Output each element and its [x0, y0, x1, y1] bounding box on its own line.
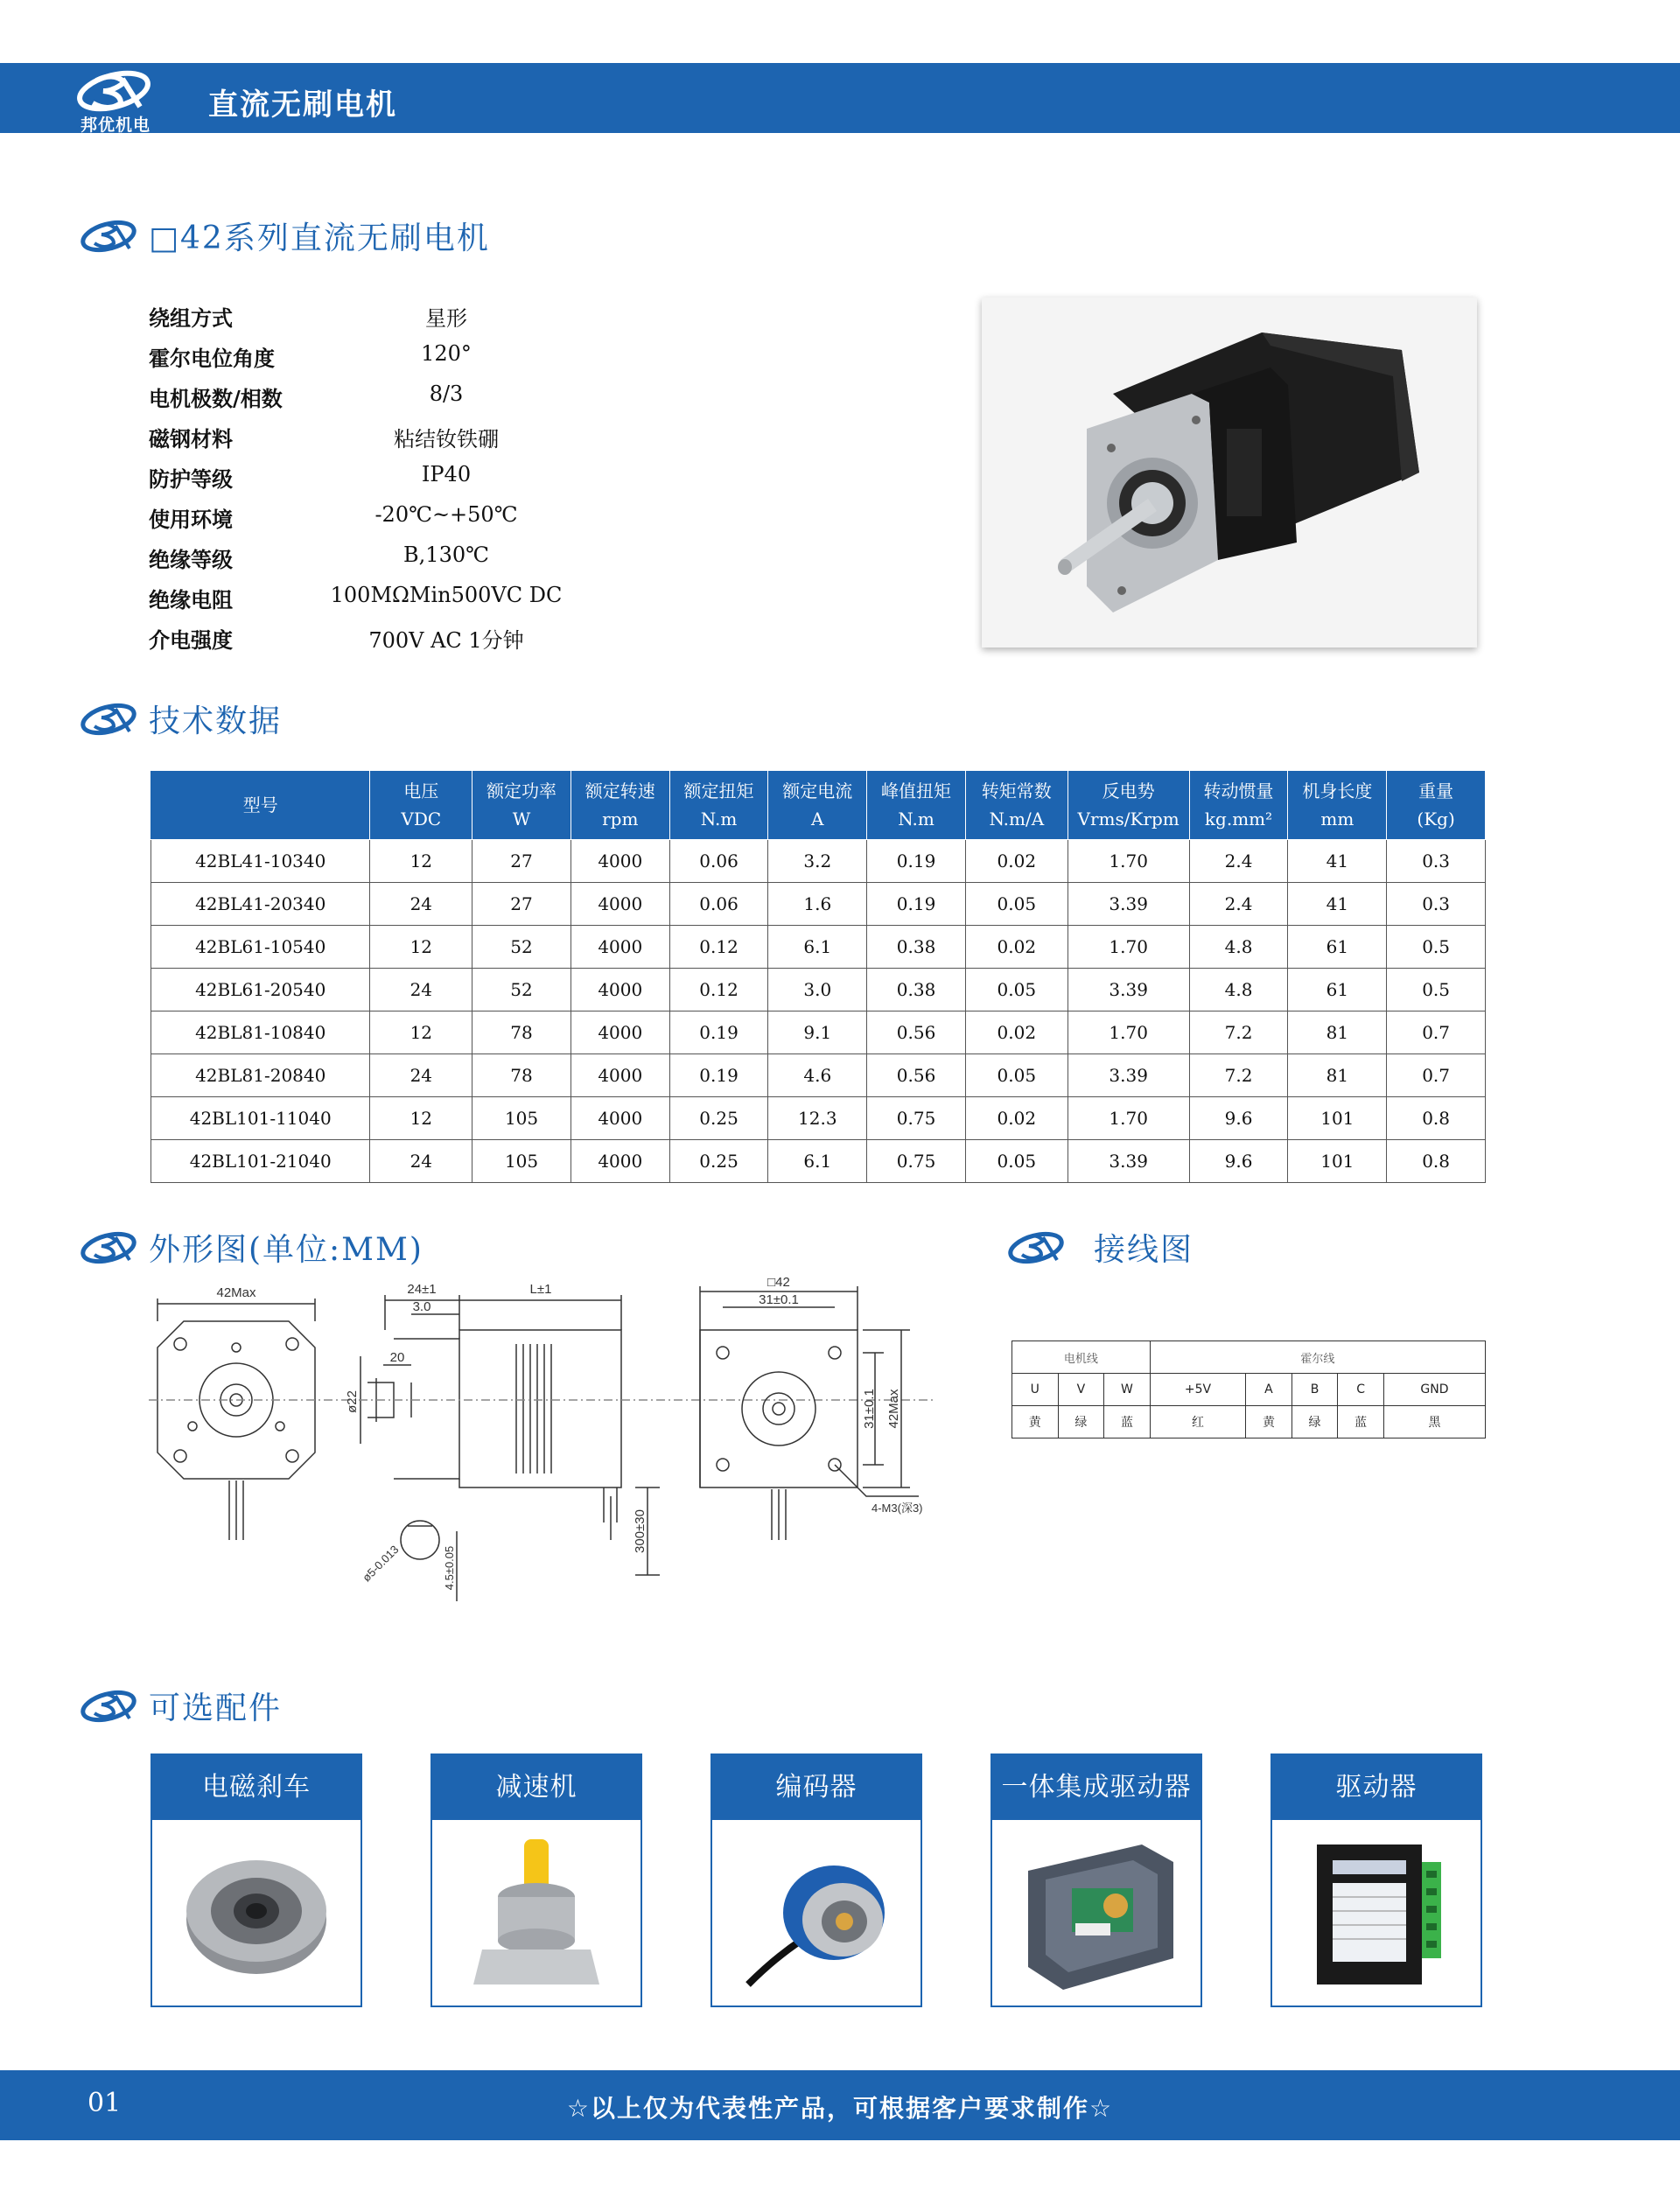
accessory-label: 减速机 — [432, 1755, 640, 1820]
spec-label: 电机极数/相数 — [149, 386, 283, 411]
spec-value: 120° — [421, 341, 472, 366]
wire-color: 黑 — [1383, 1406, 1485, 1438]
table-cell: 0.25 — [669, 1097, 768, 1140]
table-row — [151, 1140, 1486, 1183]
spec-row — [149, 620, 639, 660]
page-number: 01 — [88, 2088, 122, 2118]
table-cell: 0.19 — [867, 883, 966, 926]
spec-value: -20℃~+50℃ — [374, 502, 518, 527]
table-cell: 3.0 — [768, 969, 867, 1012]
table-cell: 4000 — [570, 1054, 669, 1097]
dim-label: □42 — [767, 1278, 790, 1290]
spec-value: 100MΩMin500VC DC — [330, 583, 563, 607]
section-logo-icon — [79, 1225, 142, 1267]
model-cell: 42BL41-20340 — [151, 883, 370, 926]
table-cell: 1.6 — [768, 883, 867, 926]
table-cell: 12.3 — [768, 1097, 867, 1140]
accessory-card — [710, 1754, 922, 2007]
accessory-label: 电磁刹车 — [152, 1755, 360, 1820]
table-cell: 0.56 — [867, 1054, 966, 1097]
table-cell: 4.8 — [1189, 926, 1288, 969]
spec-label: 绝缘等级 — [149, 547, 233, 572]
section-title: □42系列直流无刷电机 — [149, 220, 490, 256]
spec-row — [149, 298, 639, 338]
table-cell: 78 — [472, 1054, 571, 1097]
spec-label: 防护等级 — [149, 466, 233, 492]
spec-label: 绕组方式 — [149, 305, 233, 331]
spec-row — [149, 579, 639, 620]
table-cell: 0.75 — [867, 1140, 966, 1183]
table-row — [151, 1054, 1486, 1097]
table-cell: 0.7 — [1387, 1054, 1486, 1097]
section-logo-icon — [79, 214, 142, 256]
table-cell: 12 — [370, 1012, 472, 1054]
section-tech — [79, 693, 516, 742]
table-cell: 101 — [1288, 1097, 1387, 1140]
group-motor: 电机线 — [1012, 1341, 1151, 1374]
model-cell: 42BL81-10840 — [151, 1012, 370, 1054]
spec-label: 介电强度 — [149, 627, 233, 653]
table-cell: 52 — [472, 926, 571, 969]
col-header: 额定转速 rpm — [570, 771, 669, 840]
table-cell: 0.8 — [1387, 1097, 1486, 1140]
col-header: 机身长度 mm — [1288, 771, 1387, 840]
brake-image — [171, 1836, 342, 1993]
table-cell: 0.02 — [965, 1097, 1068, 1140]
table-row — [151, 883, 1486, 926]
table-cell: 27 — [472, 840, 571, 883]
integrated-driver-image — [1011, 1836, 1182, 1993]
dim-label: ø5-0.013 — [360, 1543, 402, 1585]
table-cell: 4000 — [570, 840, 669, 883]
spec-value: 700V AC 1分钟 — [368, 628, 524, 653]
section-accessories — [79, 1680, 516, 1729]
spec-row — [149, 378, 639, 418]
table-row — [151, 926, 1486, 969]
table-cell: 105 — [472, 1140, 571, 1183]
page-title: 直流无刷电机 — [208, 88, 397, 122]
table-cell: 0.38 — [867, 926, 966, 969]
model-cell: 42BL61-20540 — [151, 969, 370, 1012]
pin-label: A — [1246, 1374, 1292, 1406]
table-cell: 0.05 — [965, 969, 1068, 1012]
section-title: 外形图(单位:MM) — [149, 1232, 424, 1268]
table-cell: 61 — [1288, 926, 1387, 969]
dim-label: 4-M3(深3) — [872, 1502, 923, 1515]
table-cell: 3.39 — [1068, 1054, 1189, 1097]
logo-text: 邦优机电 — [80, 116, 150, 135]
pin-label: C — [1338, 1374, 1384, 1406]
table-cell: 7.2 — [1189, 1012, 1288, 1054]
dim-label: 31±0.1 — [759, 1292, 799, 1307]
table-cell: 4000 — [570, 1140, 669, 1183]
table-cell: 0.06 — [669, 883, 768, 926]
table-cell: 12 — [370, 926, 472, 969]
table-cell: 3.2 — [768, 840, 867, 883]
wire-color: 绿 — [1058, 1406, 1104, 1438]
pin-label: GND — [1383, 1374, 1485, 1406]
table-cell: 1.70 — [1068, 1097, 1189, 1140]
dim-label: 24±1 — [407, 1282, 437, 1297]
pin-label: B — [1292, 1374, 1338, 1406]
pin-label: U — [1012, 1374, 1059, 1406]
table-cell: 0.12 — [669, 926, 768, 969]
spec-value: B,130℃ — [403, 542, 489, 567]
dim-label: 3.0 — [412, 1299, 431, 1314]
table-cell: 9.6 — [1189, 1140, 1288, 1183]
encoder-image — [731, 1836, 902, 1993]
spec-value: 8/3 — [429, 382, 464, 406]
wiring-color-row — [1012, 1406, 1486, 1438]
spec-value: 粘结钕铁硼 — [394, 427, 499, 452]
table-cell: 4.6 — [768, 1054, 867, 1097]
section-logo-icon — [1006, 1225, 1069, 1267]
table-cell: 24 — [370, 1140, 472, 1183]
table-cell: 0.38 — [867, 969, 966, 1012]
table-header-row — [151, 771, 1486, 840]
table-cell: 0.25 — [669, 1140, 768, 1183]
wiring-group-row — [1012, 1341, 1486, 1374]
table-cell: 0.05 — [965, 883, 1068, 926]
spec-label: 绝缘电阻 — [149, 587, 233, 612]
table-cell: 0.19 — [867, 840, 966, 883]
table-row — [151, 969, 1486, 1012]
spec-label: 霍尔电位角度 — [149, 346, 275, 371]
model-cell: 42BL41-10340 — [151, 840, 370, 883]
table-cell: 0.02 — [965, 840, 1068, 883]
spec-label: 使用环境 — [149, 507, 233, 532]
accessory-label: 编码器 — [712, 1755, 920, 1820]
table-row — [151, 840, 1486, 883]
dim-label: 31±0.1 — [862, 1389, 877, 1429]
table-cell: 24 — [370, 969, 472, 1012]
section-dimensions — [79, 1222, 569, 1270]
wire-color: 绿 — [1292, 1406, 1338, 1438]
table-cell: 0.06 — [669, 840, 768, 883]
wire-color: 蓝 — [1338, 1406, 1384, 1438]
pin-label: +5V — [1150, 1374, 1245, 1406]
table-cell: 0.02 — [965, 1012, 1068, 1054]
table-cell: 4000 — [570, 883, 669, 926]
dim-label: 4.5±0.05 — [443, 1545, 456, 1591]
col-header: 重量 (Kg) — [1387, 771, 1486, 840]
table-cell: 0.12 — [669, 969, 768, 1012]
wiring-table — [1012, 1340, 1486, 1438]
driver-image — [1291, 1836, 1462, 1993]
table-cell: 6.1 — [768, 926, 867, 969]
section-title: 技术数据 — [149, 704, 283, 739]
tech-data-table — [150, 770, 1486, 1183]
table-cell: 0.19 — [669, 1054, 768, 1097]
wire-color: 黄 — [1246, 1406, 1292, 1438]
dim-label: 300±30 — [633, 1509, 648, 1553]
table-cell: 81 — [1288, 1054, 1387, 1097]
accessory-card — [990, 1754, 1202, 2007]
footer-note: ☆以上仅为代表性产品，可根据客户要求制作☆ — [566, 2094, 1114, 2123]
table-cell: 3.39 — [1068, 1140, 1189, 1183]
section-series — [79, 210, 604, 259]
table-cell: 52 — [472, 969, 571, 1012]
dim-label: 20 — [389, 1350, 405, 1365]
accessory-label: 驱动器 — [1272, 1755, 1480, 1820]
table-cell: 0.19 — [669, 1012, 768, 1054]
dim-label: ø22 — [345, 1390, 360, 1413]
section-wiring — [1006, 1222, 1356, 1270]
motor-photo — [982, 298, 1477, 648]
col-header: 转动惯量 kg.mm² — [1189, 771, 1288, 840]
section-title: 接线图 — [1094, 1232, 1194, 1268]
section-logo-icon — [79, 696, 142, 738]
table-cell: 2.4 — [1189, 840, 1288, 883]
dimension-drawing — [149, 1278, 936, 1628]
table-cell: 1.70 — [1068, 1012, 1189, 1054]
table-cell: 4000 — [570, 1097, 669, 1140]
spec-row — [149, 458, 639, 499]
col-header: 型号 — [151, 771, 370, 840]
table-cell: 1.70 — [1068, 840, 1189, 883]
table-cell: 0.3 — [1387, 840, 1486, 883]
table-cell: 3.39 — [1068, 883, 1189, 926]
table-cell: 78 — [472, 1012, 571, 1054]
table-cell: 12 — [370, 1097, 472, 1140]
table-cell: 0.3 — [1387, 883, 1486, 926]
table-cell: 9.1 — [768, 1012, 867, 1054]
table-cell: 0.56 — [867, 1012, 966, 1054]
pin-label: V — [1058, 1374, 1104, 1406]
section-title: 可选配件 — [149, 1690, 283, 1726]
col-header: 峰值扭矩 N.m — [867, 771, 966, 840]
col-header: 转矩常数 N.m/A — [965, 771, 1068, 840]
col-header: 额定功率 W — [472, 771, 571, 840]
table-cell: 24 — [370, 883, 472, 926]
accessory-card — [430, 1754, 642, 2007]
table-cell: 105 — [472, 1097, 571, 1140]
table-cell: 0.5 — [1387, 969, 1486, 1012]
spec-row — [149, 418, 639, 458]
dim-label: 42Max — [886, 1389, 901, 1429]
model-cell: 42BL61-10540 — [151, 926, 370, 969]
table-cell: 12 — [370, 840, 472, 883]
table-cell: 41 — [1288, 883, 1387, 926]
table-cell: 6.1 — [768, 1140, 867, 1183]
table-cell: 0.05 — [965, 1140, 1068, 1183]
spec-value: 星形 — [425, 306, 467, 331]
spec-list — [149, 298, 639, 660]
col-header: 额定扭矩 N.m — [669, 771, 768, 840]
table-cell: 0.7 — [1387, 1012, 1486, 1054]
dim-label: 42Max — [216, 1285, 256, 1300]
table-cell: 41 — [1288, 840, 1387, 883]
table-cell: 61 — [1288, 969, 1387, 1012]
model-cell: 42BL101-11040 — [151, 1097, 370, 1140]
table-cell: 101 — [1288, 1140, 1387, 1183]
table-row — [151, 1097, 1486, 1140]
table-cell: 3.39 — [1068, 969, 1189, 1012]
dim-label: L±1 — [529, 1282, 552, 1297]
table-cell: 4000 — [570, 1012, 669, 1054]
table-cell: 0.05 — [965, 1054, 1068, 1097]
spec-value: IP40 — [421, 462, 472, 486]
spec-row — [149, 338, 639, 378]
motor-image — [982, 298, 1477, 648]
model-cell: 42BL101-21040 — [151, 1140, 370, 1183]
spec-label: 磁钢材料 — [149, 426, 233, 452]
col-header: 反电势 Vrms/Krpm — [1068, 771, 1189, 840]
spec-row — [149, 539, 639, 579]
wiring-pin-row — [1012, 1374, 1486, 1406]
accessory-card — [1270, 1754, 1482, 2007]
spec-row — [149, 499, 639, 539]
table-cell: 2.4 — [1189, 883, 1288, 926]
section-logo-icon — [79, 1684, 142, 1726]
table-cell: 0.5 — [1387, 926, 1486, 969]
table-cell: 81 — [1288, 1012, 1387, 1054]
group-hall: 霍尔线 — [1150, 1341, 1485, 1374]
table-cell: 27 — [472, 883, 571, 926]
table-cell: 4000 — [570, 969, 669, 1012]
pin-label: W — [1104, 1374, 1151, 1406]
table-cell: 4000 — [570, 926, 669, 969]
wire-color: 蓝 — [1104, 1406, 1151, 1438]
accessory-label: 一体集成驱动器 — [992, 1755, 1200, 1820]
table-cell: 7.2 — [1189, 1054, 1288, 1097]
wire-color: 黄 — [1012, 1406, 1059, 1438]
table-cell: 4.8 — [1189, 969, 1288, 1012]
accessory-card — [150, 1754, 362, 2007]
table-cell: 0.8 — [1387, 1140, 1486, 1183]
table-cell: 0.75 — [867, 1097, 966, 1140]
col-header: 电压 VDC — [370, 771, 472, 840]
table-cell: 9.6 — [1189, 1097, 1288, 1140]
wire-color: 红 — [1150, 1406, 1245, 1438]
table-cell: 0.02 — [965, 926, 1068, 969]
table-row — [151, 1012, 1486, 1054]
table-cell: 24 — [370, 1054, 472, 1097]
col-header: 额定电流 A — [768, 771, 867, 840]
gearbox-image — [451, 1836, 622, 1993]
model-cell: 42BL81-20840 — [151, 1054, 370, 1097]
table-cell: 1.70 — [1068, 926, 1189, 969]
